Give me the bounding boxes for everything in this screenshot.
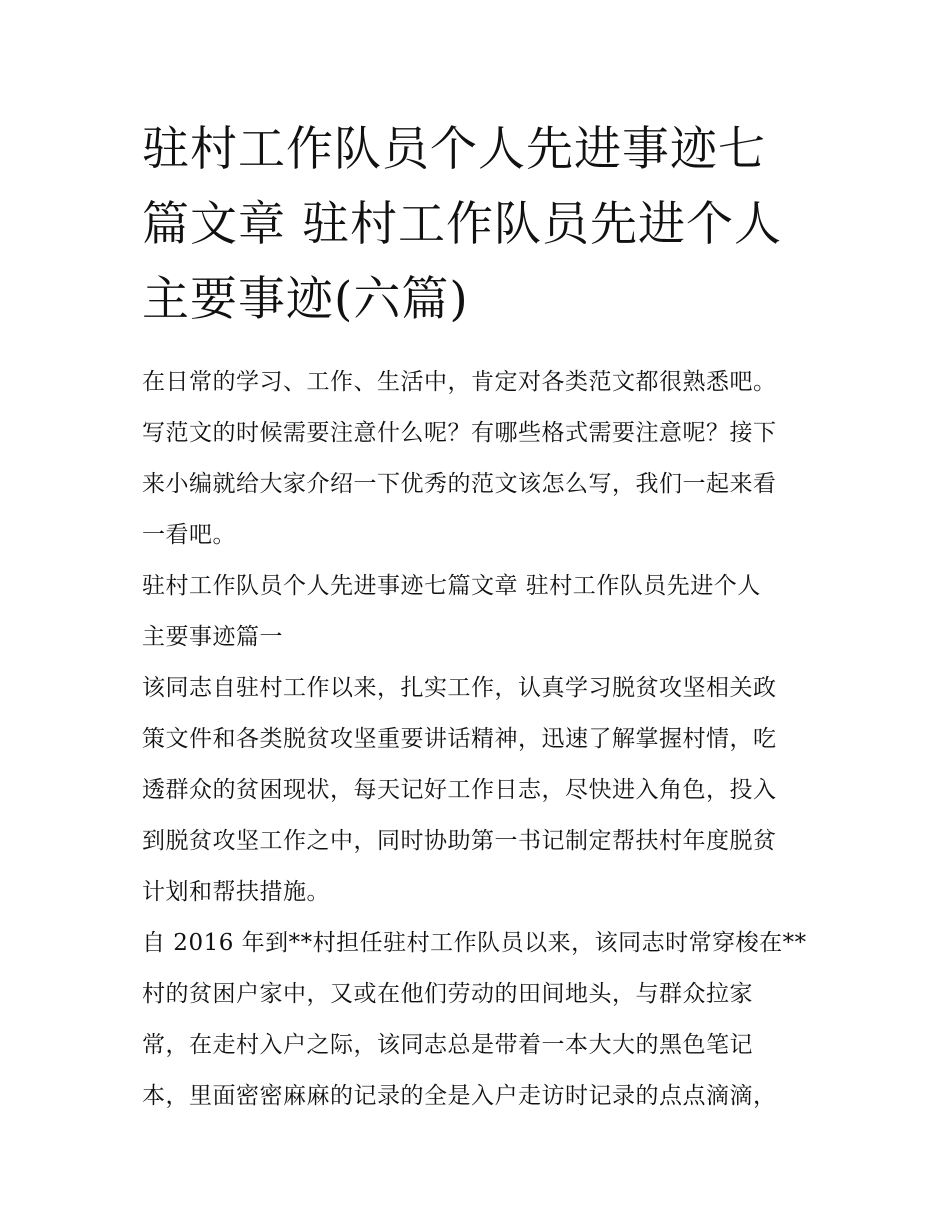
text-line: 到脱贫攻坚工作之中，同时协助第一书记制定帮扶村年度脱贫	[142, 828, 777, 854]
text-line: 主要事迹篇一	[142, 624, 283, 650]
intro-paragraph	[142, 357, 822, 561]
body-paragraph	[142, 663, 822, 918]
text-line: 在日常的学习、工作、生活中，肯定对各类范文都很熟悉吧。	[142, 369, 777, 395]
document-title	[142, 112, 822, 337]
text-line: 自 2016 年到**村担任驻村工作队员以来，该同志时常穿梭在**	[142, 930, 807, 956]
title-line: 主要事迹(六篇)	[142, 272, 469, 327]
text-line: 该同志自驻村工作以来，扎实工作，认真学习脱贫攻坚相关政	[142, 675, 777, 701]
document-body	[142, 357, 822, 1122]
text-line: 透群众的贫困现状，每天记好工作日志，尽快进入角色，投入	[142, 777, 777, 803]
title-line: 篇文章 驻村工作队员先进个人	[142, 197, 782, 252]
text-line: 计划和帮扶措施。	[142, 879, 330, 905]
text-line: 策文件和各类脱贫攻坚重要讲话精神，迅速了解掌握村情，吃	[142, 726, 777, 752]
text-line: 村的贫困户家中，又或在他们劳动的田间地头，与群众拉家	[142, 981, 753, 1007]
text-line: 常，在走村入户之际，该同志总是带着一本大大的黑色笔记	[142, 1032, 753, 1058]
text-line: 来小编就给大家介绍一下优秀的范文该怎么写，我们一起来看	[142, 471, 777, 497]
body-paragraph	[142, 918, 822, 1122]
section-heading	[142, 561, 822, 663]
text-line: 本，里面密密麻麻的记录的全是入户走访时记录的点点滴滴，	[142, 1083, 777, 1109]
text-line: 驻村工作队员个人先进事迹七篇文章 驻村工作队员先进个人	[142, 573, 761, 599]
text-line: 写范文的时候需要注意什么呢？有哪些格式需要注意呢？接下	[142, 420, 777, 446]
text-line: 一看吧。	[142, 522, 236, 548]
title-line: 驻村工作队员个人先进事迹七	[142, 122, 766, 177]
